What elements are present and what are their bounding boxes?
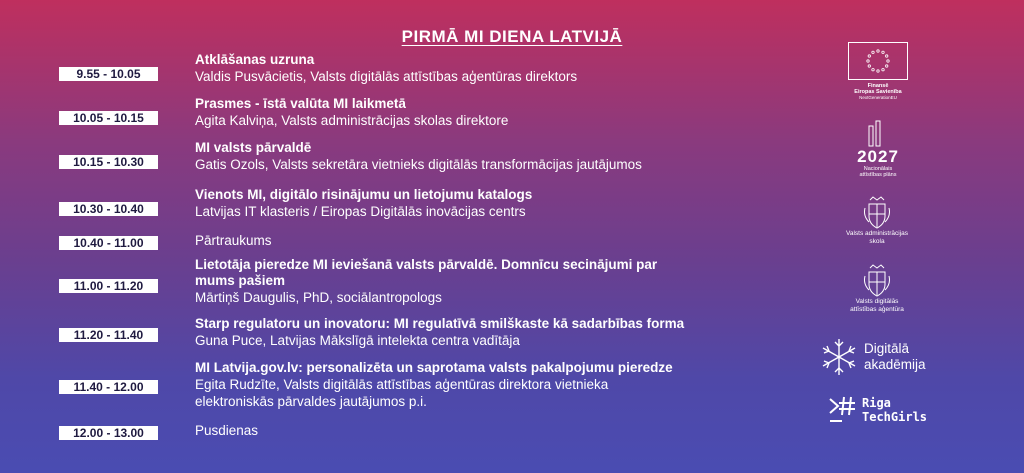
nap-text: Nacionālais bbox=[863, 166, 893, 172]
agenda-heading: Lietotāja pieredze MI ieviešanā valsts pārvaldē. Domnīcu secinājumi par mums pašiem bbox=[195, 257, 658, 288]
eu-flag-icon bbox=[848, 42, 908, 80]
page-title: PIRMĀ MI DIENA LATVIJĀ bbox=[401, 27, 623, 46]
agenda-heading: Starp regulatoru un inovatoru: MI regulatīvā smilškaste kā sadarbības forma bbox=[195, 316, 685, 331]
rtg-text: TechGirls bbox=[862, 410, 928, 424]
time-badge: 10.30 - 10.40 bbox=[59, 202, 158, 216]
time-badge: 11.00 - 11.20 bbox=[59, 279, 158, 293]
vdaa-logo bbox=[832, 264, 922, 314]
vas-text: Valsts administrācijas bbox=[845, 230, 908, 237]
agenda-heading: Vienots MI, digitālo risinājumu un lietojumu katalogs bbox=[195, 187, 533, 202]
agenda-item bbox=[195, 232, 755, 249]
time-badge: 10.05 - 10.15 bbox=[59, 111, 158, 125]
agenda-speaker: Mārtiņš Daugulis, PhD, sociālantropologs bbox=[195, 290, 442, 305]
agenda-break: Pārtraukums bbox=[195, 233, 272, 248]
time-badge: 11.40 - 12.00 bbox=[59, 380, 158, 394]
prompt-hash-icon bbox=[828, 396, 860, 426]
vas-logo bbox=[832, 196, 922, 246]
eu-logo bbox=[848, 42, 908, 101]
agenda-speaker: Latvijas IT klasteris / Eiropas Digitālās inovācijas centrs bbox=[195, 204, 526, 219]
da-text: akadēmija bbox=[864, 357, 926, 372]
vdaa-text: Valsts digitālās bbox=[855, 298, 899, 305]
time-badge: 9.55 - 10.05 bbox=[59, 67, 158, 81]
coat-of-arms-icon bbox=[862, 196, 892, 230]
nap-number: 2027 bbox=[857, 147, 899, 166]
da-text: Digitālā bbox=[864, 341, 910, 356]
vas-text: skola bbox=[869, 238, 885, 245]
nap-text: attīstības plāns bbox=[859, 172, 897, 178]
rtg-text: Riga bbox=[862, 396, 891, 410]
agenda-speaker: Agita Kalviņa, Valsts administrācijas skolas direktore bbox=[195, 113, 509, 128]
agenda-item bbox=[195, 52, 755, 85]
coat-of-arms-icon bbox=[862, 264, 892, 298]
agenda-heading: MI Latvija.gov.lv: personalizēta un saprotama valsts pakalpojumu pieredze bbox=[195, 360, 673, 375]
eu-text: NextGenerationEU bbox=[859, 95, 897, 100]
agenda-item bbox=[195, 257, 695, 306]
time-badge: 12.00 - 13.00 bbox=[59, 426, 158, 440]
agenda-item bbox=[195, 360, 675, 410]
eu-text: Finansē bbox=[867, 83, 889, 89]
agenda-heading: Atklāšanas uzruna bbox=[195, 52, 315, 67]
agenda-speaker: Egita Rudzīte, Valsts digitālās attīstības aģentūras direktora vietnieka elektroniskās pārvaldes jautājumos p.i. bbox=[195, 377, 609, 409]
nap-logo bbox=[846, 120, 910, 178]
time-badge: 11.20 - 11.40 bbox=[59, 328, 158, 342]
eu-text: Eiropas Savienība bbox=[854, 89, 902, 95]
agenda-item bbox=[195, 422, 755, 439]
time-badge: 10.15 - 10.30 bbox=[59, 155, 158, 169]
agenda-speaker: Gatis Ozols, Valsts sekretāra vietnieks digitālās transformācijas jautājumos bbox=[195, 157, 642, 172]
agenda-item bbox=[195, 96, 755, 129]
agenda-item bbox=[195, 187, 755, 220]
agenda-break: Pusdienas bbox=[195, 423, 259, 438]
agenda-item bbox=[195, 316, 755, 349]
vdaa-text: attīstības aģentūra bbox=[850, 306, 904, 313]
agenda-heading: Prasmes - īstā valūta MI laikmetā bbox=[195, 96, 406, 111]
agenda-heading: MI valsts pārvaldē bbox=[195, 140, 312, 155]
agenda-item bbox=[195, 140, 755, 173]
nap-bars-icon bbox=[868, 120, 888, 148]
agenda-speaker: Guna Puce, Latvijas Mākslīgā intelekta centra vadītāja bbox=[195, 333, 520, 348]
agenda-speaker: Valdis Pusvācietis, Valsts digitālās attīstības aģentūras direktors bbox=[195, 69, 578, 84]
time-badge: 10.40 - 11.00 bbox=[59, 236, 158, 250]
snowflake-icon bbox=[818, 336, 860, 378]
